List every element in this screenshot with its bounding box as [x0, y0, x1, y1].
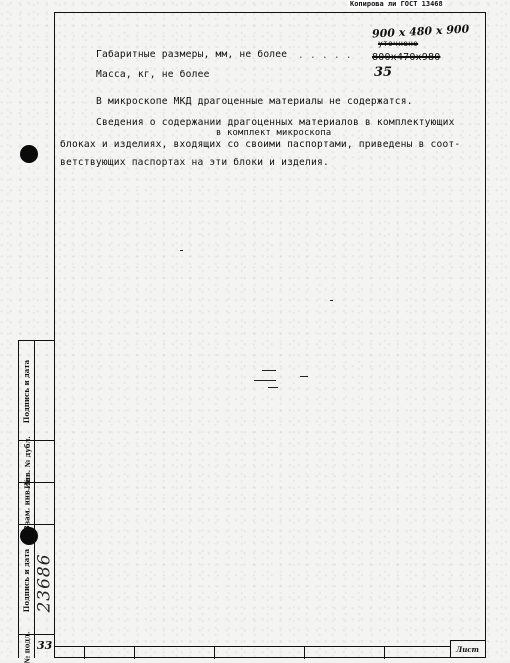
cell-orig-inv — [19, 631, 55, 663]
title-block-strip — [18, 340, 55, 663]
header-note: Копирова ли ГОСТ 13468 — [350, 0, 443, 8]
precious-materials-statement: В микроскопе МКД драгоценные материалы не содержатся. — [96, 96, 413, 107]
inventory-stamp: 23686 — [35, 553, 55, 613]
drawing-frame — [54, 12, 486, 658]
sheet-label: Лист — [456, 645, 479, 654]
label-replace-inv: Взам. инв. № — [22, 477, 32, 531]
dimensions-struck-note: уточнено — [378, 39, 419, 48]
label-sign-date-top: Подпись и дата — [22, 359, 32, 423]
cell-sign-date-bottom — [19, 524, 55, 634]
dimensions-handwritten-value: 900 x 480 x 900 — [371, 22, 470, 41]
orig-inv-value: 33 — [37, 639, 53, 652]
punch-hole-top — [20, 145, 38, 163]
label-sign-date-bottom: Подпись и дата — [22, 548, 32, 612]
label-orig-inv: № подл. — [22, 631, 32, 663]
bottom-stamp-band — [54, 646, 450, 658]
info-line-3: ветствующих паспортах на эти блоки и изделия. — [60, 157, 329, 168]
mass-label: Масса, кг, не более — [96, 69, 210, 80]
dimensions-old-value: 800x470x980 — [372, 52, 441, 63]
info-line-1: Сведения о содержании драгоценных материалов в комплектующих — [96, 117, 455, 128]
cell-sign-date-top — [19, 340, 55, 440]
info-line-2: блоках и изделиях, входящих со своими паспортами, приведены в соот- — [60, 139, 461, 150]
mass-value: 35 — [374, 65, 393, 80]
info-insertion: в комплект микроскопа — [216, 128, 332, 138]
cell-dup-inv — [19, 435, 55, 489]
cell-replace-inv — [19, 477, 55, 531]
label-dup-inv: Инв. № дубл. — [22, 435, 32, 489]
dimensions-label: Габаритные размеры, мм, не более — [96, 49, 288, 60]
sheet-number-box — [450, 640, 486, 658]
dimensions-leader: . . . . . — [298, 50, 352, 61]
